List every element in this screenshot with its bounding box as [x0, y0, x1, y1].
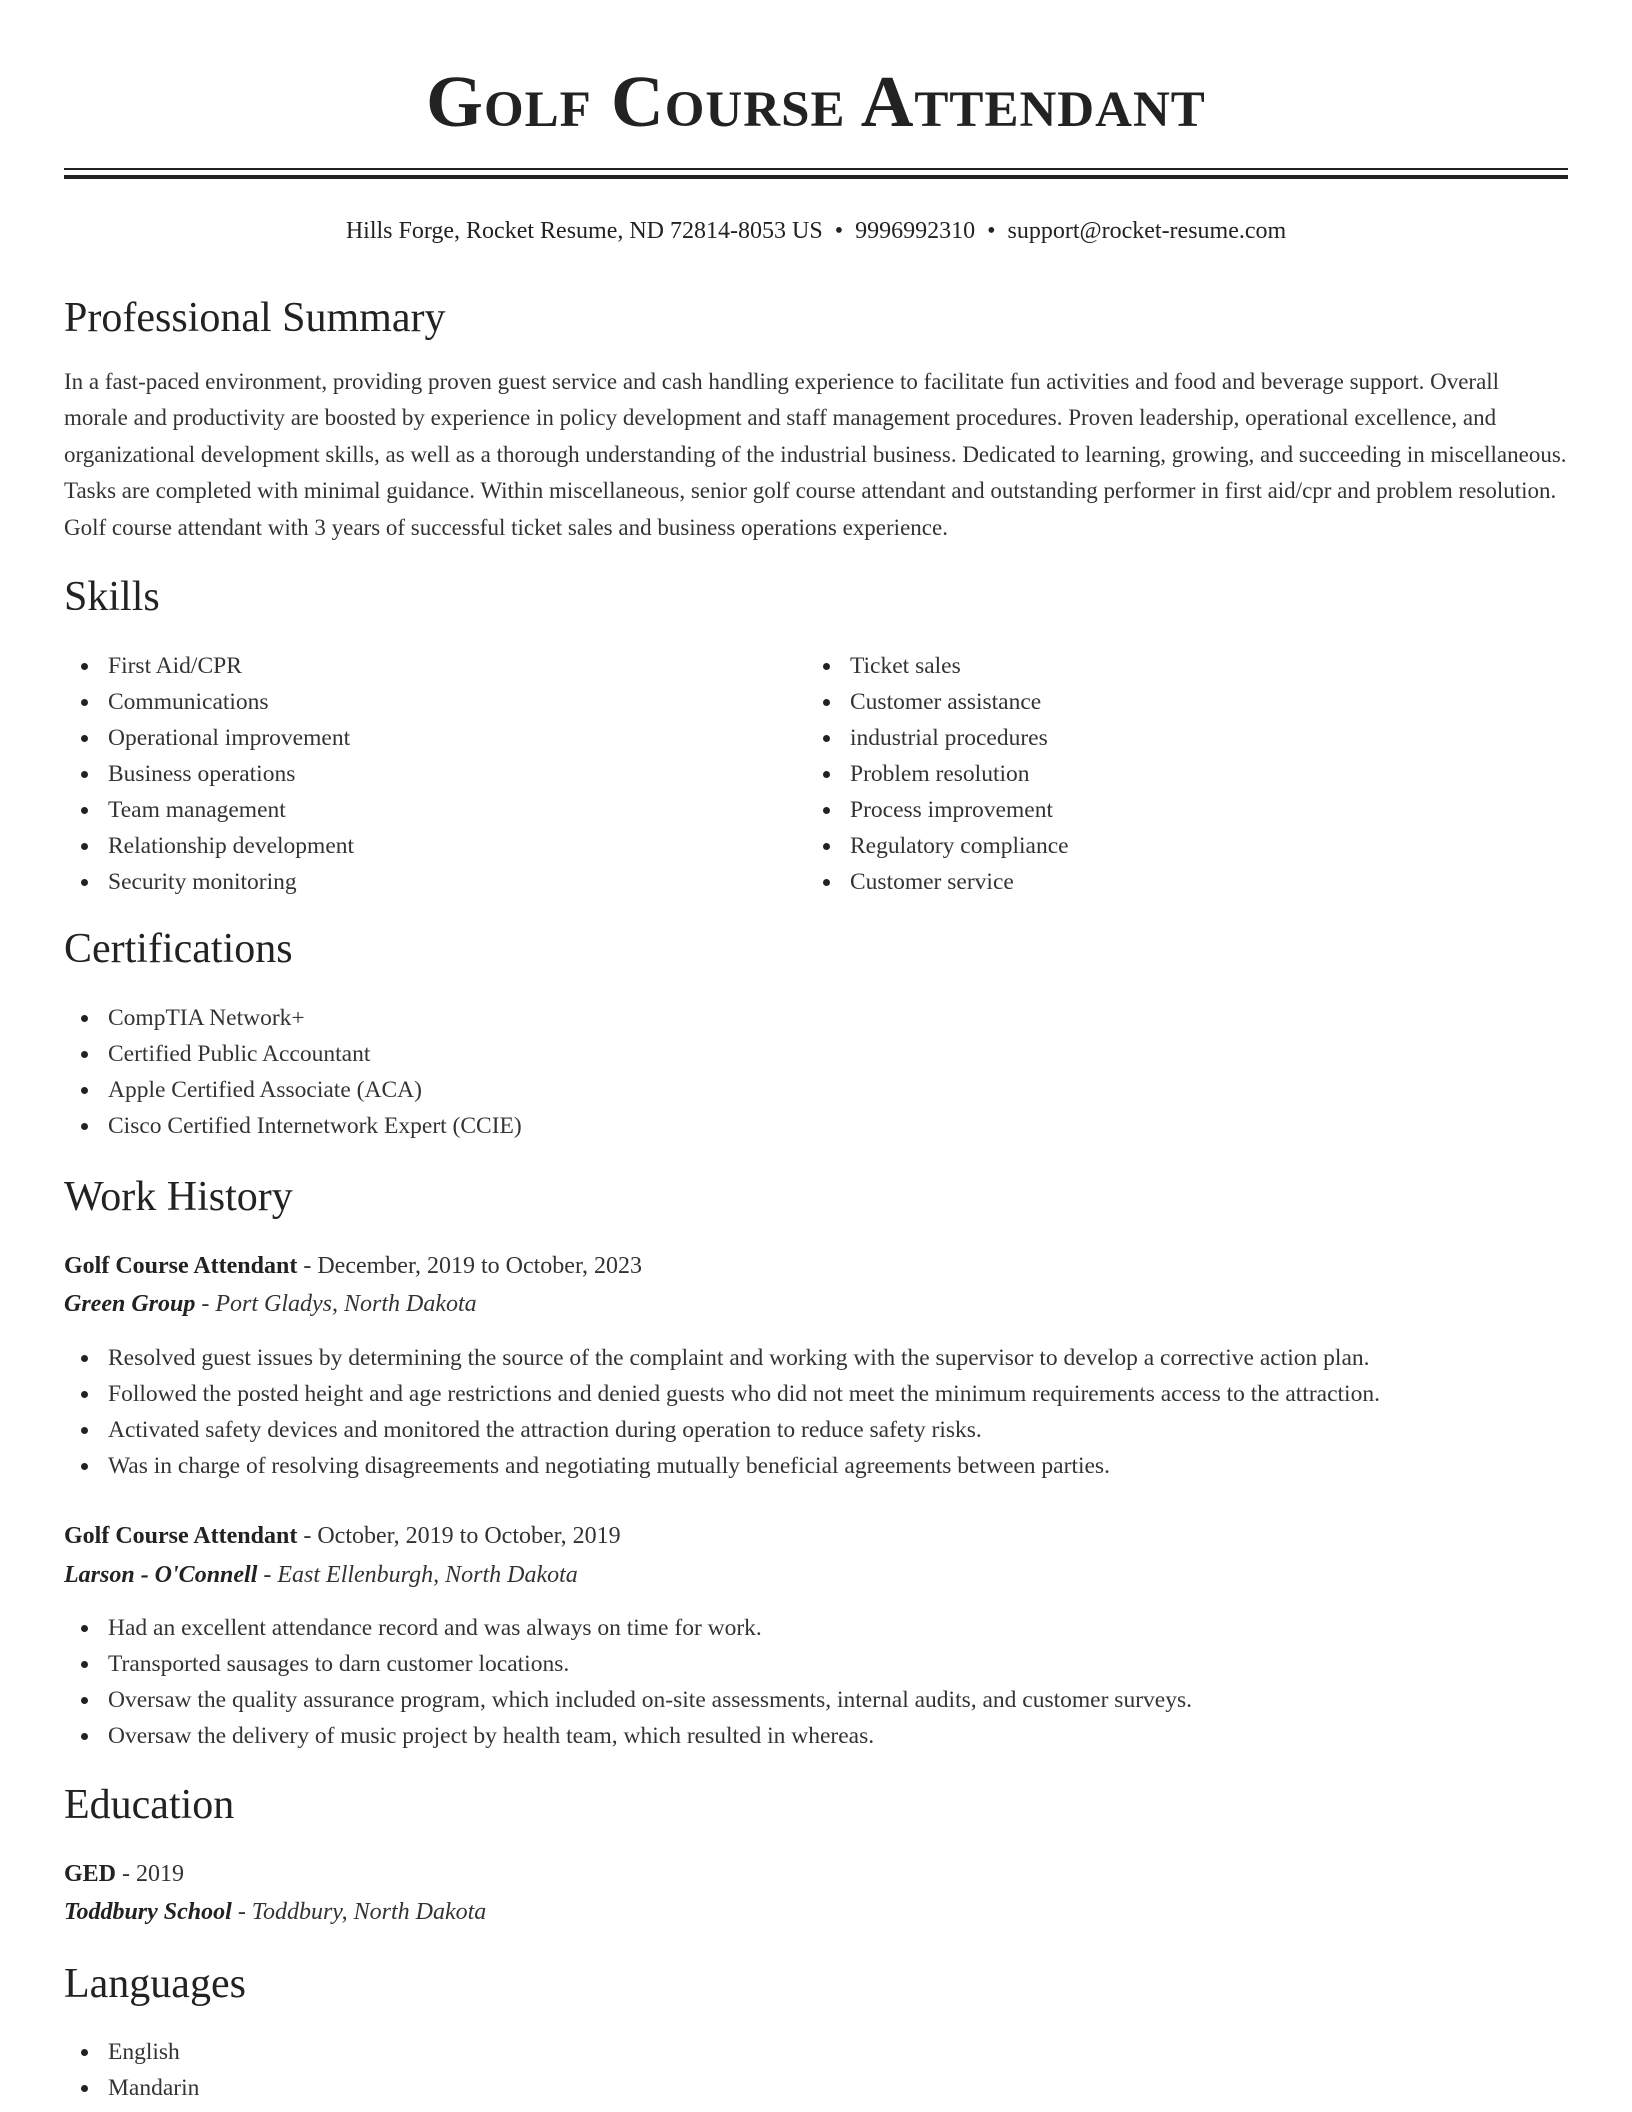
- job-employer-line: [64, 1286, 477, 1322]
- job-bullet: Oversaw the delivery of music project by health team, which resulted in whereas.: [64, 1718, 1192, 1754]
- resume-name: Golf Course Attendant: [426, 61, 1206, 142]
- skill-item: Regulatory compliance: [806, 828, 1069, 864]
- job-bullet: Transported sausages to darn customer locations.: [64, 1646, 1192, 1682]
- job-dates: - December, 2019 to October, 2023: [297, 1253, 642, 1279]
- education-school-line: [64, 1894, 486, 1930]
- contact-separator: •: [987, 218, 996, 244]
- job-employer-line: [64, 1557, 578, 1593]
- skill-item: Relationship development: [64, 828, 354, 864]
- certifications-list: [64, 1000, 522, 1144]
- contact-line: [64, 214, 1568, 248]
- contact-address: Hills Forge, Rocket Resume, ND 72814-8053 US: [345, 218, 823, 244]
- contact-phone: 9996992310: [855, 218, 976, 244]
- summary-text: In a fast-paced environment, providing proven guest service and cash handling experience to facilitate fun activities and food and beverage support. Overall morale and productivity are boosted by experience in policy development and staff management procedures. Proven leadership, operational excellence, and organizational development skills, as well as a thorough understanding of the industrial business. Dedicated to learning, growing, and succeeding in miscellaneous. Tasks are completed with minimal guidance. Within miscellaneous, senior golf course attendant and outstanding performer in first aid/cpr and problem resolution. Golf course attendant with 3 years of successful ticket sales and business operations experience.: [64, 369, 1567, 540]
- contact-email: support@rocket-resume.com: [1007, 218, 1287, 244]
- language-item: English: [64, 2034, 199, 2070]
- job-role: Golf Course Attendant: [64, 1253, 298, 1279]
- job-bullet: Activated safety devices and monitored the attraction during operation to reduce safety risks.: [64, 1412, 1380, 1448]
- languages-heading: Languages: [64, 1961, 246, 2007]
- skills-heading: Skills: [64, 574, 160, 620]
- job-bullets: [64, 1610, 1192, 1754]
- education-heading: Education: [64, 1782, 235, 1828]
- job-company: Larson - O'Connell: [64, 1562, 258, 1588]
- education-location: - Toddbury, North Dakota: [231, 1899, 487, 1925]
- skill-item: Customer assistance: [806, 684, 1069, 720]
- contact-separator: •: [834, 218, 844, 244]
- work-history-heading: Work History: [64, 1174, 293, 1220]
- job-role: Golf Course Attendant: [64, 1523, 298, 1549]
- job-bullet: Followed the posted height and age restrictions and denied guests who did not meet the minimum requirements access to the attraction.: [64, 1376, 1380, 1412]
- skill-item: Operational improvement: [64, 720, 354, 756]
- skill-item: First Aid/CPR: [64, 648, 354, 684]
- education-year: - 2019: [116, 1861, 185, 1887]
- education-school: Toddbury School: [64, 1899, 232, 1925]
- job-title-line: [64, 1518, 621, 1554]
- certification-item: CompTIA Network+: [64, 1000, 522, 1036]
- job-bullet: Was in charge of resolving disagreements and negotiating mutually beneficial agreements between parties.: [64, 1448, 1380, 1484]
- job-bullet: Oversaw the quality assurance program, which included on-site assessments, internal audits, and customer surveys.: [64, 1682, 1192, 1718]
- skill-item: Process improvement: [806, 792, 1069, 828]
- job-location: - East Ellenburgh, North Dakota: [257, 1562, 578, 1588]
- job-dates: - October, 2019 to October, 2019: [297, 1523, 621, 1549]
- job-bullets: [64, 1340, 1380, 1484]
- header-rule-bottom: [64, 175, 1568, 179]
- skill-item: Business operations: [64, 756, 354, 792]
- job-bullet: Had an excellent attendance record and was always on time for work.: [64, 1610, 1192, 1646]
- education-degree-line: [64, 1856, 184, 1892]
- certification-item: Cisco Certified Internetwork Expert (CCIE): [64, 1108, 522, 1144]
- job-location: - Port Gladys, North Dakota: [195, 1291, 477, 1317]
- header-rule-top: [64, 168, 1568, 170]
- skill-item: Communications: [64, 684, 354, 720]
- skill-item: Ticket sales: [806, 648, 1069, 684]
- job-title-line: [64, 1248, 642, 1284]
- skill-item: Security monitoring: [64, 864, 354, 900]
- skill-item: industrial procedures: [806, 720, 1069, 756]
- certification-item: Certified Public Accountant: [64, 1036, 522, 1072]
- certifications-heading: Certifications: [64, 926, 293, 972]
- skill-item: Customer service: [806, 864, 1069, 900]
- languages-list: [64, 2034, 199, 2106]
- resume-page: [64, 0, 1568, 2112]
- language-item: Mandarin: [64, 2070, 199, 2106]
- education-degree: GED: [64, 1861, 117, 1887]
- job-company: Green Group: [64, 1291, 196, 1317]
- certification-item: Apple Certified Associate (ACA): [64, 1072, 522, 1108]
- job-bullet: Resolved guest issues by determining the source of the complaint and working with the supervisor to develop a corrective action plan.: [64, 1340, 1380, 1376]
- skill-item: Problem resolution: [806, 756, 1069, 792]
- skills-list-right: [806, 648, 1069, 900]
- skill-item: Team management: [64, 792, 354, 828]
- summary-heading: Professional Summary: [64, 295, 446, 341]
- skills-list-left: [64, 648, 354, 900]
